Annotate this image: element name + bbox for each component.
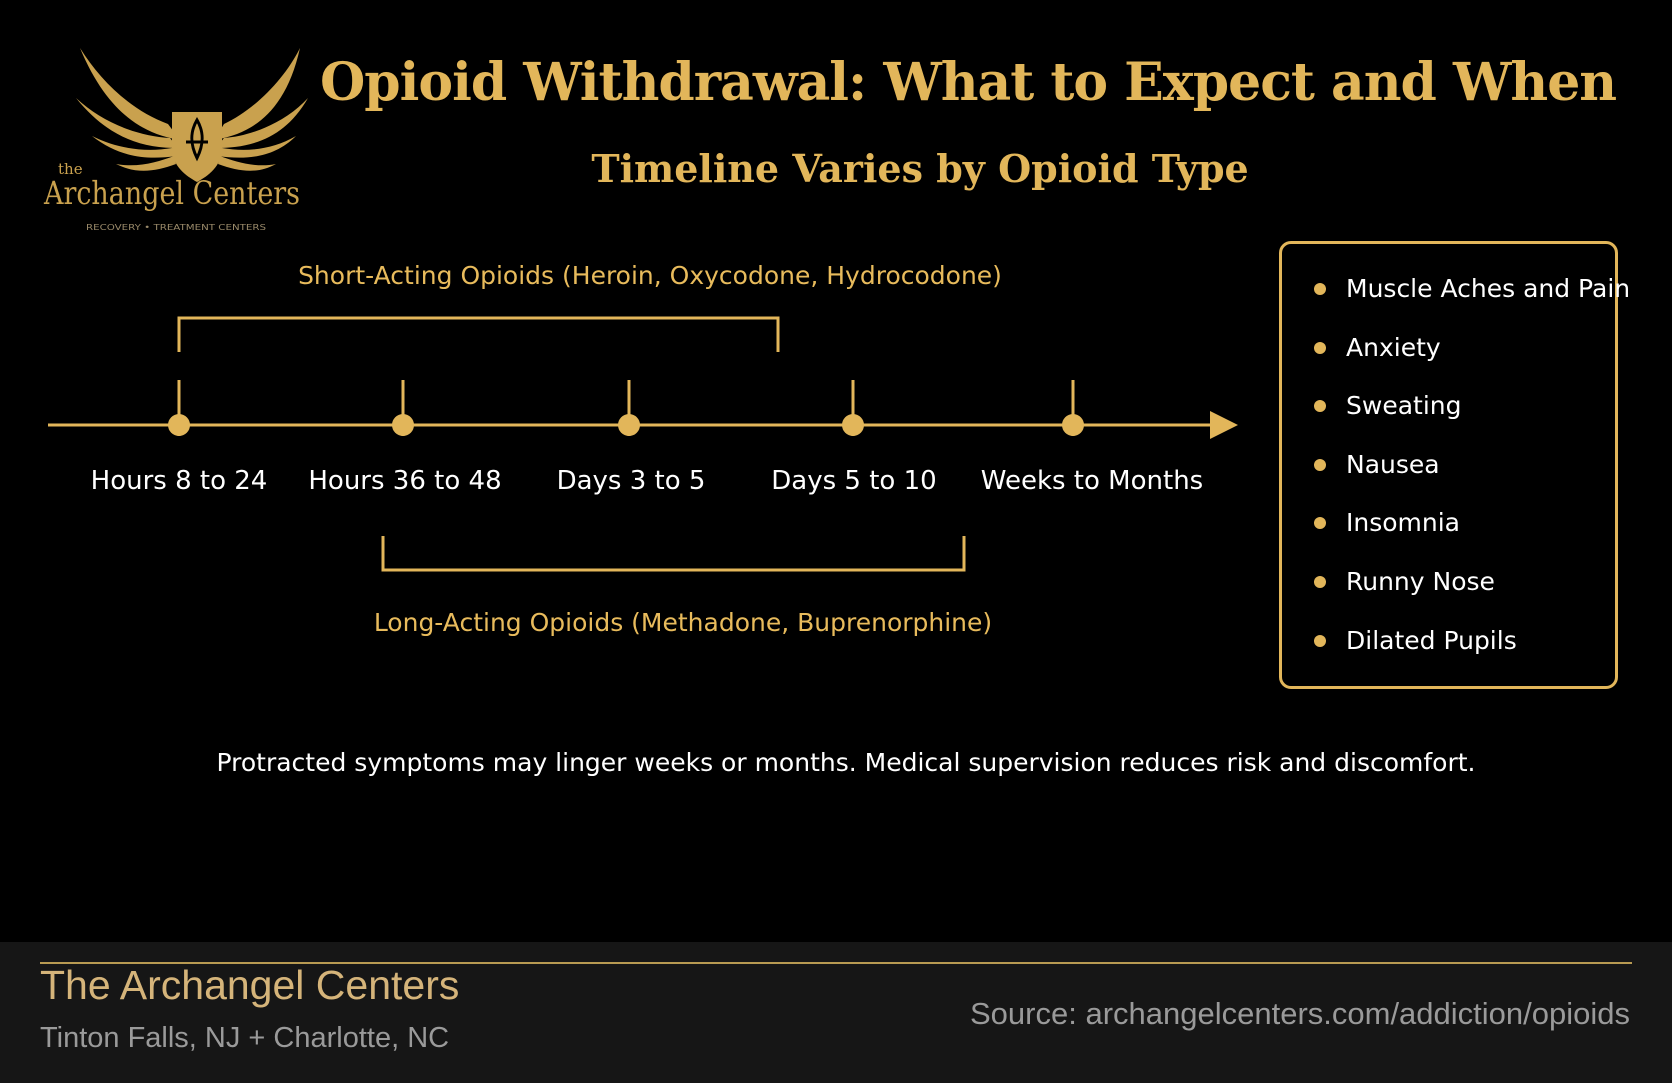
symptoms-panel (1279, 241, 1631, 689)
footer-locations: Tinton Falls, NJ + Charlotte, NC (40, 1022, 450, 1054)
symptom-label: Nausea (1346, 449, 1440, 479)
svg-text:the: the (58, 160, 83, 178)
symptom-label: Sweating (1346, 391, 1462, 421)
page-subtitle: Timeline Varies by Opioid Type (591, 146, 1249, 191)
long-acting-label: Long-Acting Opioids (Methadone, Buprenorphine) (373, 608, 993, 637)
timeline-arrow-icon (1210, 411, 1238, 439)
svg-text:RECOVERY • TREATMENT CENTERS: RECOVERY • TREATMENT CENTERS (86, 223, 266, 232)
symptom-label: Muscle Aches and Pain (1346, 274, 1631, 303)
symptom-item (1282, 391, 1615, 450)
timeline-marker-3 (618, 380, 640, 436)
stage-label: Days 5 to 10 (771, 466, 937, 496)
symptom-item (1282, 626, 1615, 685)
stage-label: Days 3 to 5 (556, 466, 706, 496)
stage-label: Hours 36 to 48 (308, 466, 502, 496)
symptom-item (1282, 567, 1615, 626)
symptom-label: Dilated Pupils (1346, 625, 1517, 655)
page-title: Opioid Withdrawal: What to Expect and When (320, 52, 1617, 113)
symptoms-list (1282, 274, 1631, 684)
bullet-icon (1314, 576, 1326, 588)
timeline-marker-1 (168, 380, 190, 436)
withdrawal-timeline (0, 0, 1280, 600)
timeline-marker-5 (1062, 380, 1084, 436)
protracted-symptoms-note: Protracted symptoms may linger weeks or months. Medical supervision reduces risk and discomfort. (216, 748, 1476, 777)
stage-label: Hours 8 to 24 (90, 466, 268, 496)
symptom-label: Runny Nose (1346, 566, 1495, 596)
bullet-icon (1314, 283, 1326, 295)
symptom-item (1282, 274, 1631, 333)
svg-text:Archangel Centers: Archangel Centers (43, 174, 300, 212)
symptom-item (1282, 333, 1615, 392)
timeline-marker-2 (392, 380, 414, 436)
bullet-icon (1314, 635, 1326, 647)
footer-source-link[interactable]: Source: archangelcenters.com/addiction/opioids (970, 996, 1630, 1031)
short-acting-bracket (179, 318, 778, 352)
long-acting-bracket (383, 536, 964, 570)
footer-brand: The Archangel Centers (40, 962, 460, 1008)
timeline-marker-4 (842, 380, 864, 436)
symptom-item (1282, 508, 1615, 567)
symptom-label: Anxiety (1346, 332, 1441, 362)
bullet-icon (1314, 342, 1326, 354)
symptom-item (1282, 450, 1615, 509)
bullet-icon (1314, 459, 1326, 471)
symptom-label: Insomnia (1346, 508, 1461, 538)
short-acting-label: Short-Acting Opioids (Heroin, Oxycodone, Hydrocodone) (298, 261, 1002, 290)
bullet-icon (1314, 400, 1326, 412)
bullet-icon (1314, 517, 1326, 529)
stage-label: Weeks to Months (980, 466, 1204, 496)
